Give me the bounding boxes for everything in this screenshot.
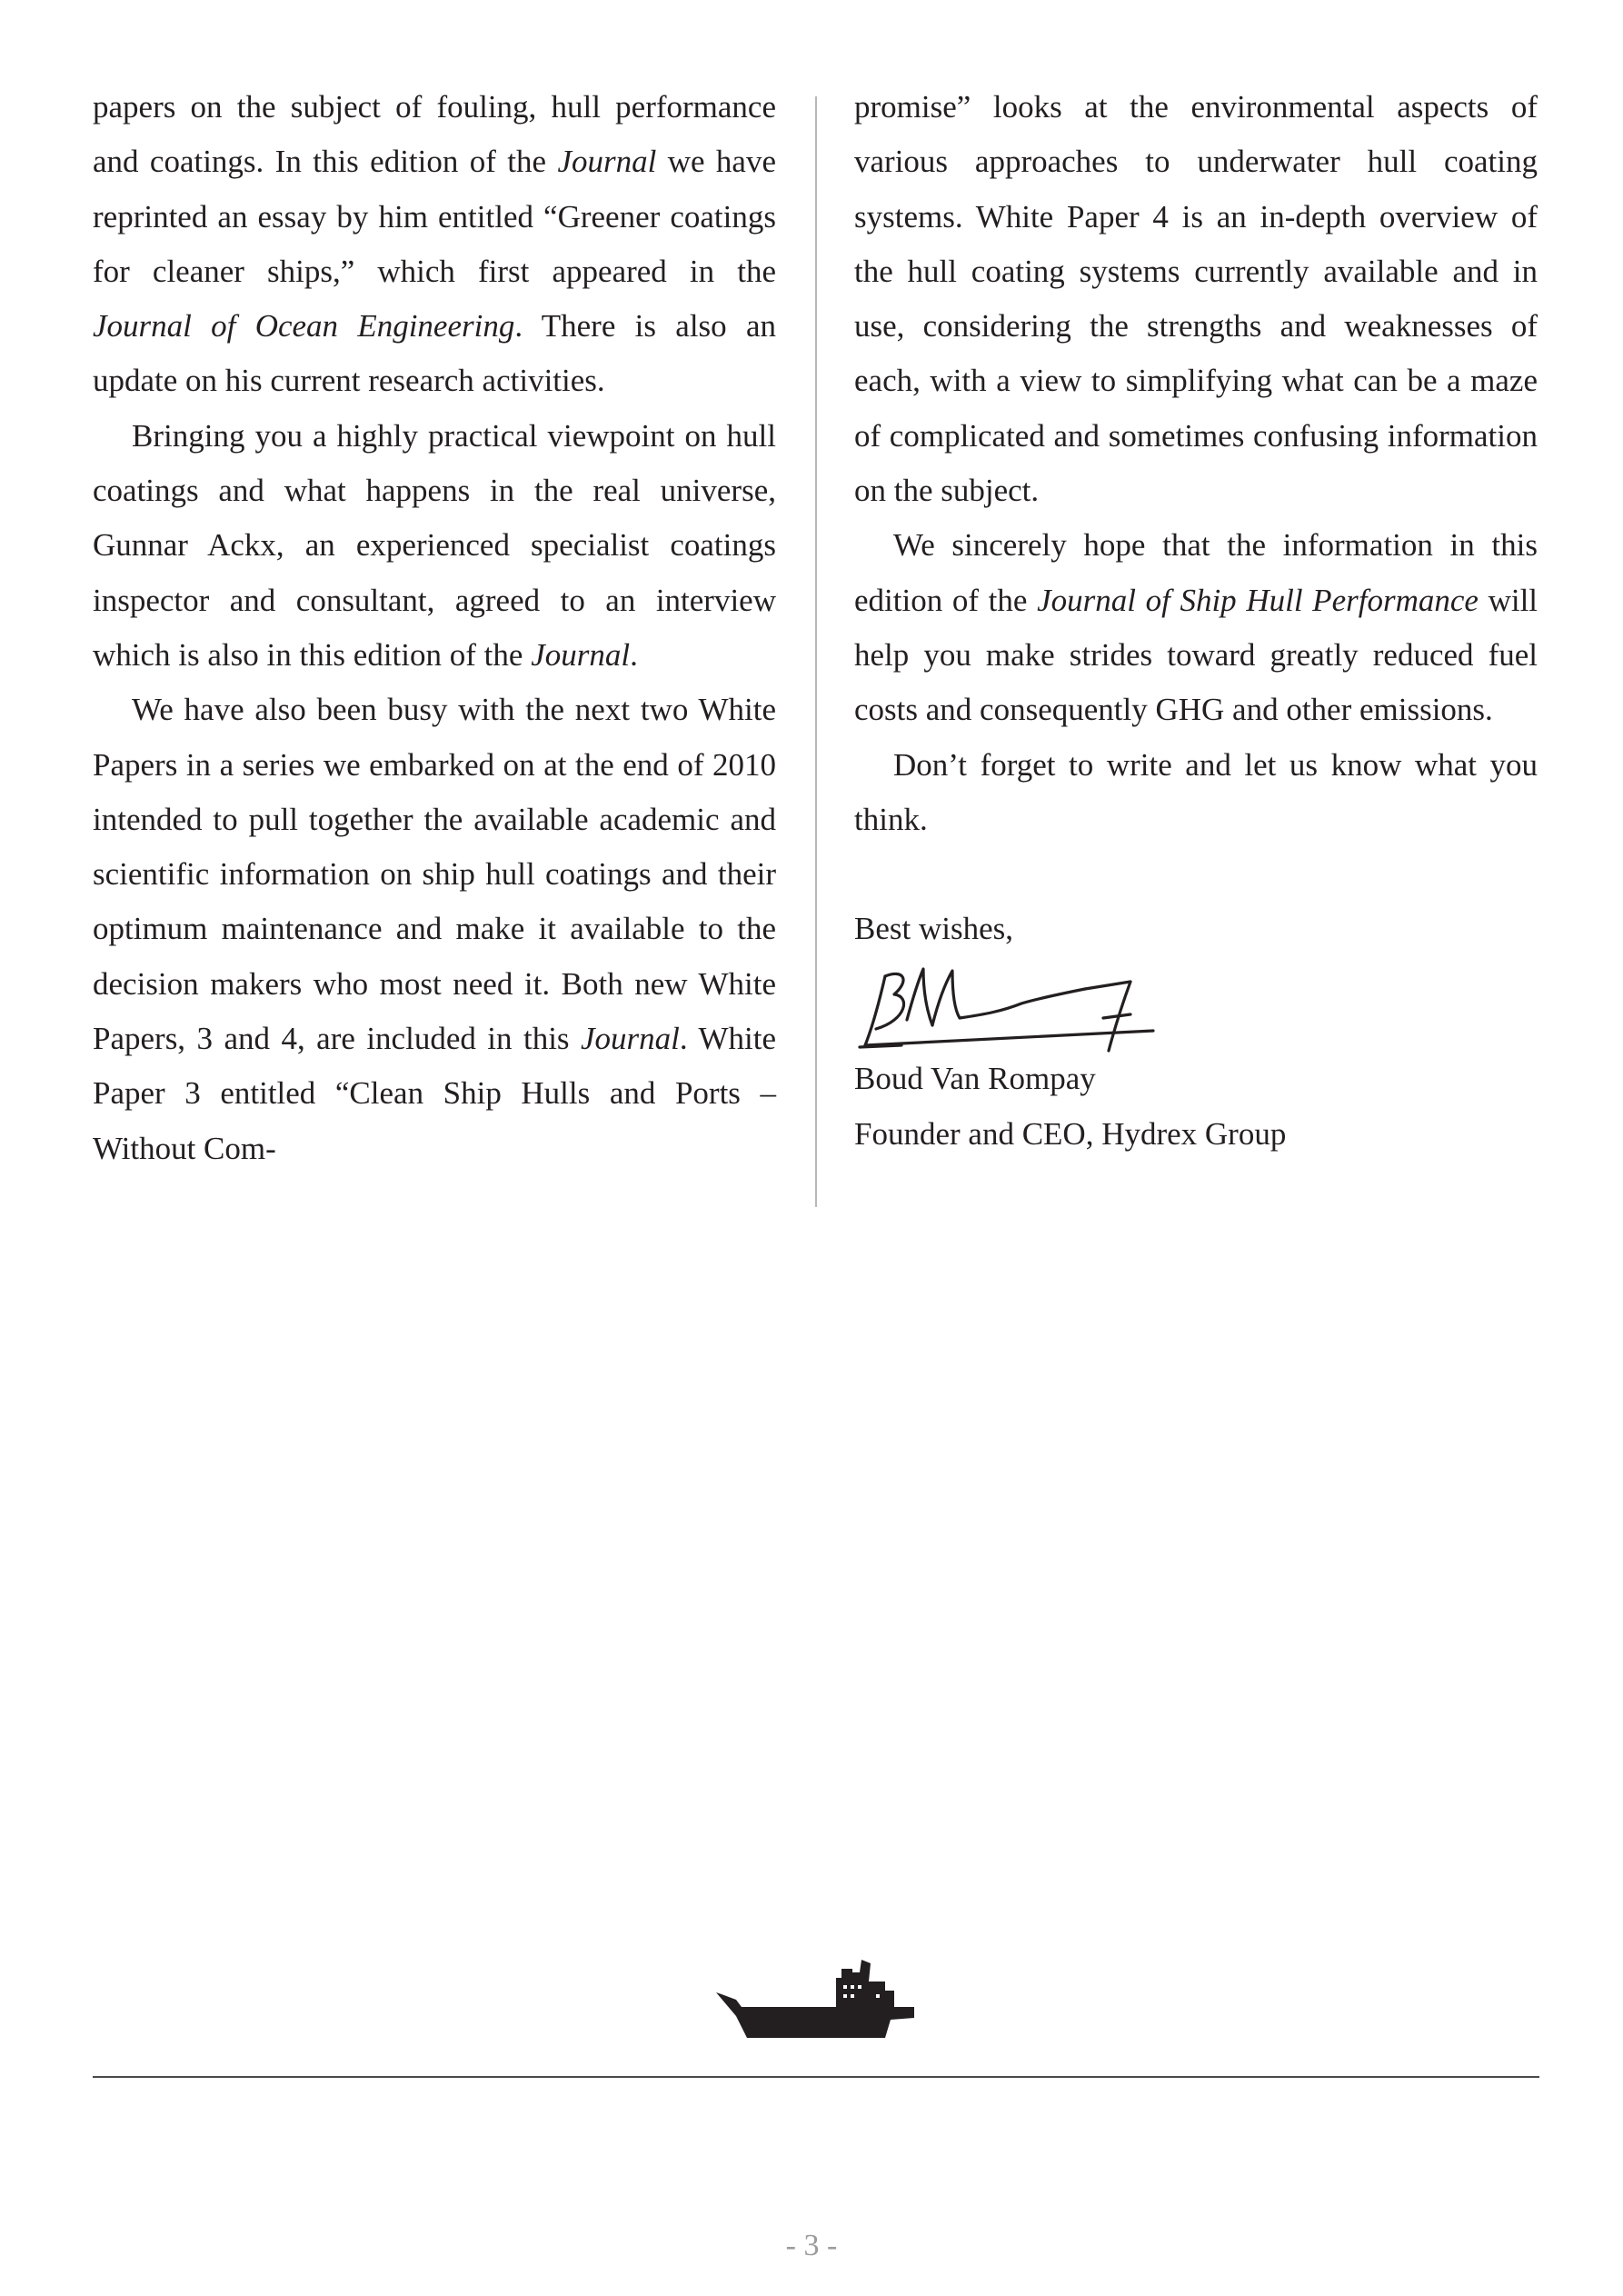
text: We sincerely hope that the information in this edition of the [854, 527, 1538, 618]
text: will help you make strides toward greatly reduced fuel costs and consequently GHG and other emissions. [854, 582, 1538, 728]
italic-journal: Journal [557, 144, 657, 180]
signer-title: Founder and CEO, Hydrex Group [854, 1115, 1287, 1152]
text: Bringing you a highly practical viewpoint on hull coatings and what happens in the real universe, Gunnar Ackx, an experienced specialist coatings inspector and consultant, agreed to an interview which is also in this edition of the [93, 417, 776, 673]
signer-name: Boud Van Rompay [854, 1061, 1096, 1097]
left-column [93, 80, 776, 1176]
paragraph-gunnar-ackx [93, 409, 776, 683]
footer-rule [93, 2076, 1539, 2078]
text: . White Paper 3 entitled “Clean Ship Hulls and Ports – Without Com- [93, 1021, 776, 1166]
ship-icon [716, 1960, 918, 2047]
column-divider [815, 96, 817, 1207]
handwritten-signature [858, 956, 1158, 1059]
italic-journal: Journal [581, 1021, 680, 1057]
page-number: - 3 - [785, 2229, 838, 2262]
paragraph-write-to-us: Don’t forget to write and let us know what you think. [854, 746, 1538, 837]
italic-journal: Journal [531, 636, 631, 673]
text: We have also been busy with the next two White Papers in a series we embarked on at the end of 2010 intended to pull together the available academic and scientific information on ship hull coatings and their optimum maintenance and make it available to the decision makers who most need it. Both new White Papers, 3 and 4, are included in this [93, 692, 776, 1057]
paragraph-white-papers [93, 683, 776, 1176]
closing-salutation: Best wishes, [854, 911, 1013, 947]
paragraph-white-paper-continuation: promise” looks at the environmental aspects of various approaches to underwater hull coating systems. White Paper 4 is an in-depth overview of the hull coating systems currently available and in use, considering the strengths and weaknesses of each, with a view to simplifying what can be a maze of complicated and sometimes confusing information on the subject. [854, 89, 1538, 509]
text: papers on the subject of fouling, hull performance and coatings. In this edition of the [93, 89, 776, 180]
text: . [630, 636, 638, 673]
italic-journal-ship-hull-performance: Journal of Ship Hull Performance [1037, 582, 1479, 618]
paragraph-sincere-hope [854, 518, 1538, 737]
text: we have reprinted an essay by him entitled “Greener coatings for cleaner ships,” which first appeared in the [93, 144, 776, 289]
paragraph-continuation [93, 80, 776, 409]
text: . There is also an update on his current research activities. [93, 308, 776, 399]
italic-journal-ocean-engineering: Journal of Ocean Engineering [93, 308, 515, 344]
right-column [854, 80, 1538, 1162]
